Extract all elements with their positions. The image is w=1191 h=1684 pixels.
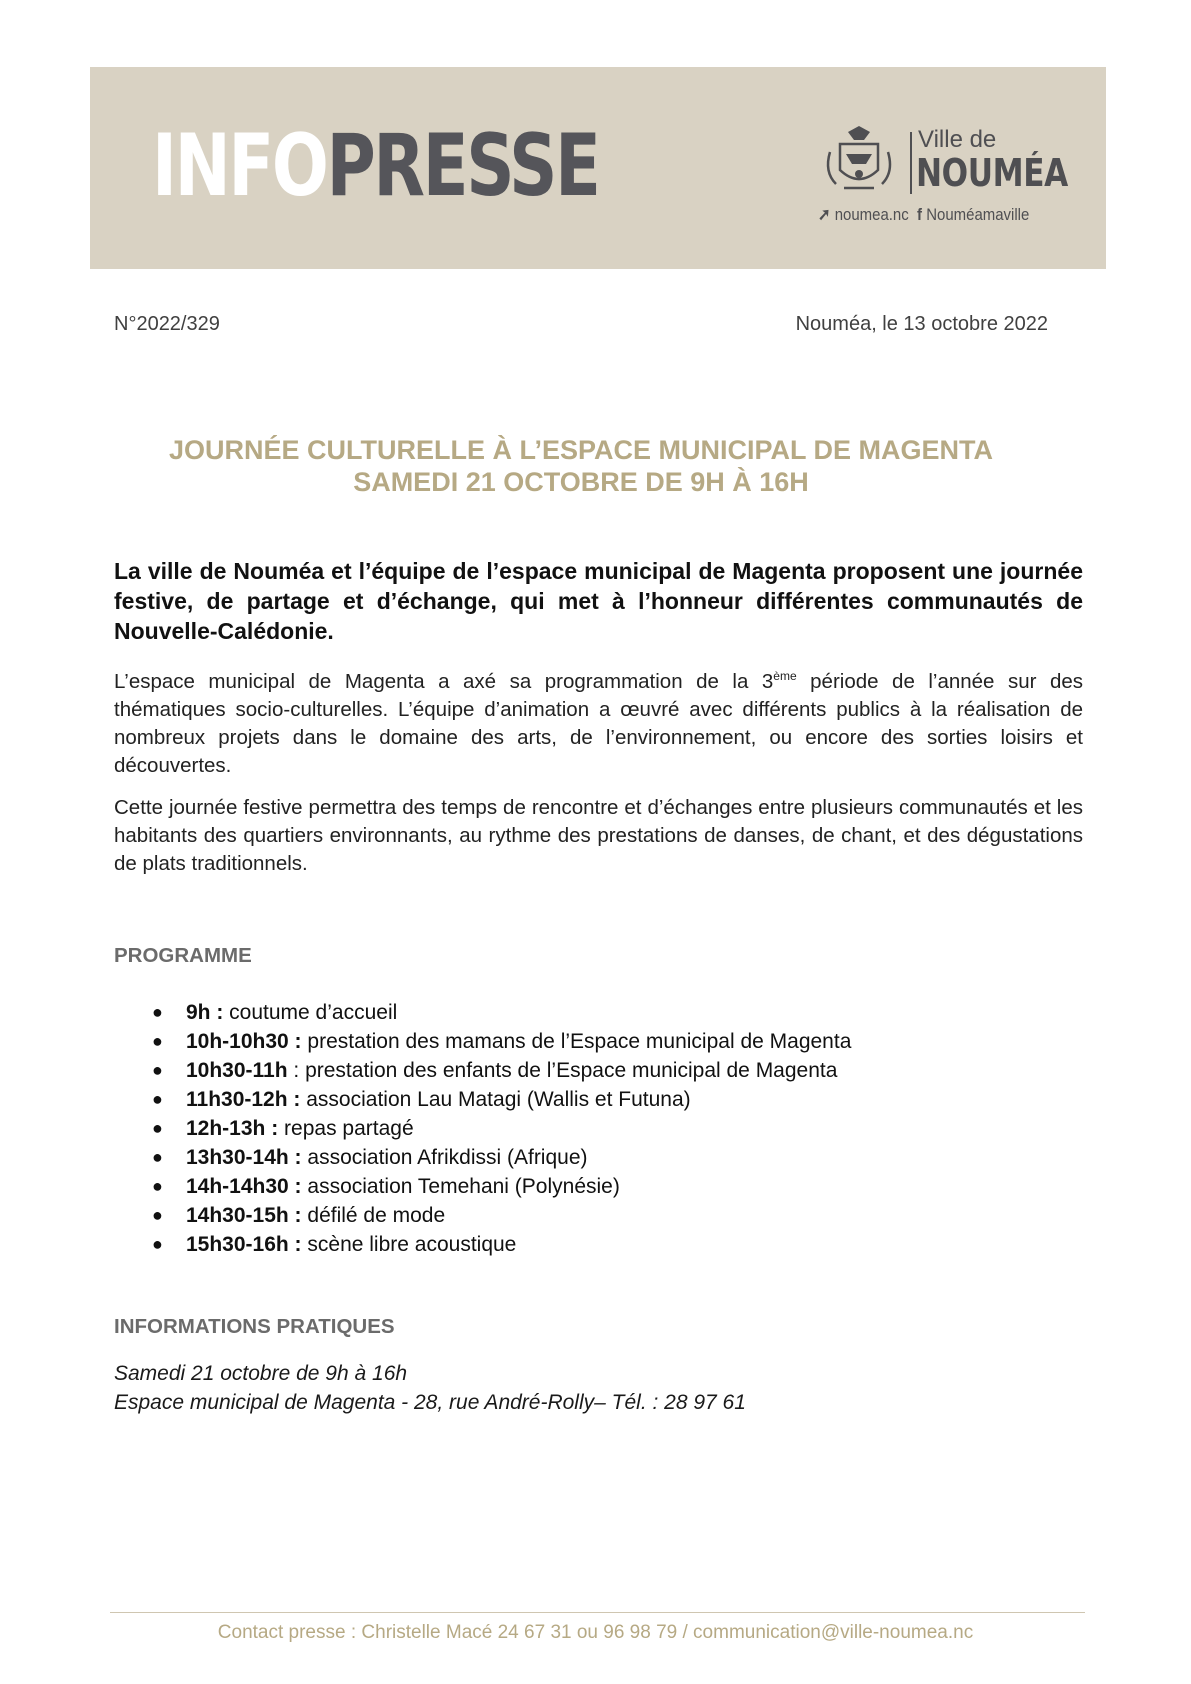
item-time: 11h30-12h : (186, 1088, 301, 1111)
item-time: 14h-14h30 : (186, 1175, 302, 1198)
list-item (148, 1201, 1048, 1230)
list-item (148, 1114, 1048, 1143)
facebook-icon: f (912, 205, 923, 224)
bullet-icon: ● (152, 1205, 163, 1225)
item-text: association Lau Matagi (Wallis et Futuna) (300, 1088, 691, 1111)
list-item (148, 1056, 1048, 1085)
list-item (148, 1230, 1048, 1259)
body-paragraph-2: Cette journée festive permettra des temps de rencontre et d’échanges entre plusieurs communautés et les habitants des quartiers environnants, au rythme des prestations de danses, de chant, et des dégustations de plats traditionnels. (114, 796, 1083, 875)
info-presse-wordmark (152, 116, 599, 216)
bullet-icon: ● (152, 1060, 163, 1080)
place-date: Nouméa, le 13 octobre 2022 (795, 313, 1048, 335)
press-contact-footer: Contact presse : Christelle Macé 24 67 31 ou 96 98 79 / communication@ville-noumea.nc (217, 1622, 974, 1643)
item-text: coutume d’accueil (223, 1001, 398, 1024)
list-item (148, 1172, 1048, 1201)
list-item (148, 998, 1048, 1027)
ville-de-noumea-logo (818, 122, 1068, 224)
programme-heading: PROGRAMME (114, 944, 252, 967)
para1-text-a: L’espace municipal de Magenta a axé sa programmation de la 3 (114, 670, 774, 693)
bullet-icon: ● (152, 1031, 163, 1051)
bullet-icon: ● (152, 1234, 163, 1254)
practical-info-heading: INFORMATIONS PRATIQUES (114, 1315, 395, 1338)
wordmark-presse: PRESSE (326, 116, 599, 216)
wordmark-info: INFO (152, 116, 327, 216)
facebook-link[interactable]: Nouméamaville (926, 205, 1030, 224)
press-reference: N°2022/329 (114, 313, 220, 335)
programme-list (148, 998, 1048, 1259)
item-time: 13h30-14h : (186, 1146, 302, 1169)
bullet-icon: ● (152, 1118, 163, 1138)
item-text: : prestation des enfants de l’Espace municipal de Magenta (287, 1059, 838, 1082)
para1-text-b: période de l’année sur des thématiques socio-culturelles. L’équipe d’animation a œuvré avec différents publics à la réalisation de nombreux projets dans le domaine des arts, de l’environnement, ou encore des sorties loisirs et découvertes. (114, 670, 1084, 777)
bullet-icon: ● (152, 1147, 163, 1167)
item-text: prestation des mamans de l’Espace municipal de Magenta (301, 1030, 852, 1053)
logo-ville-de: Ville de (918, 126, 997, 153)
list-item (148, 1085, 1048, 1114)
body-paragraph-1 (114, 668, 1083, 780)
title-line-2: SAMEDI 21 OCTOBRE DE 9H À 16H (353, 467, 809, 497)
list-item (148, 1027, 1048, 1056)
list-item (148, 1143, 1048, 1172)
website-link[interactable]: noumea.nc (834, 205, 909, 224)
para1-superscript: ème (773, 669, 797, 683)
item-text: scène libre acoustique (301, 1233, 517, 1256)
item-time: 9h : (186, 1001, 224, 1024)
item-time: 10h-10h30 : (186, 1030, 302, 1053)
item-time: 14h30-15h : (186, 1204, 302, 1227)
practical-address: Espace municipal de Magenta - 28, rue André-Rolly– Tél. : 28 97 61 (114, 1391, 746, 1414)
lead-paragraph: La ville de Nouméa et l’équipe de l’espace municipal de Magenta proposent une journée festive, de partage et d’échange, qui met à l’honneur différentes communautés de Nouvelle-Calédonie. (114, 558, 1083, 644)
noumea-coat-of-arms-icon (818, 122, 900, 204)
bullet-icon: ● (152, 1002, 163, 1022)
document-title (114, 434, 1048, 498)
bullet-icon: ● (152, 1176, 163, 1196)
logo-separator (910, 132, 912, 194)
item-text: défilé de mode (301, 1204, 446, 1227)
practical-info (114, 1359, 746, 1417)
footer-divider (110, 1612, 1085, 1613)
item-text: association Afrikdissi (Afrique) (301, 1146, 588, 1169)
logo-noumea: NOUMÉA (916, 151, 1068, 195)
item-time: 15h30-16h : (186, 1233, 302, 1256)
item-text: association Temehani (Polynésie) (301, 1175, 620, 1198)
practical-date: Samedi 21 octobre de 9h à 16h (114, 1362, 408, 1385)
logo-socials (818, 205, 1029, 225)
item-time: 12h-13h : (186, 1117, 279, 1140)
item-time: 10h30-11h (186, 1059, 288, 1082)
bullet-icon: ● (152, 1089, 163, 1109)
header-banner (90, 67, 1106, 269)
title-line-1: JOURNÉE CULTURELLE À L’ESPACE MUNICIPAL DE MAGENTA (168, 435, 994, 465)
item-text: repas partagé (278, 1117, 414, 1140)
arrow-icon: ➚ (818, 205, 831, 224)
